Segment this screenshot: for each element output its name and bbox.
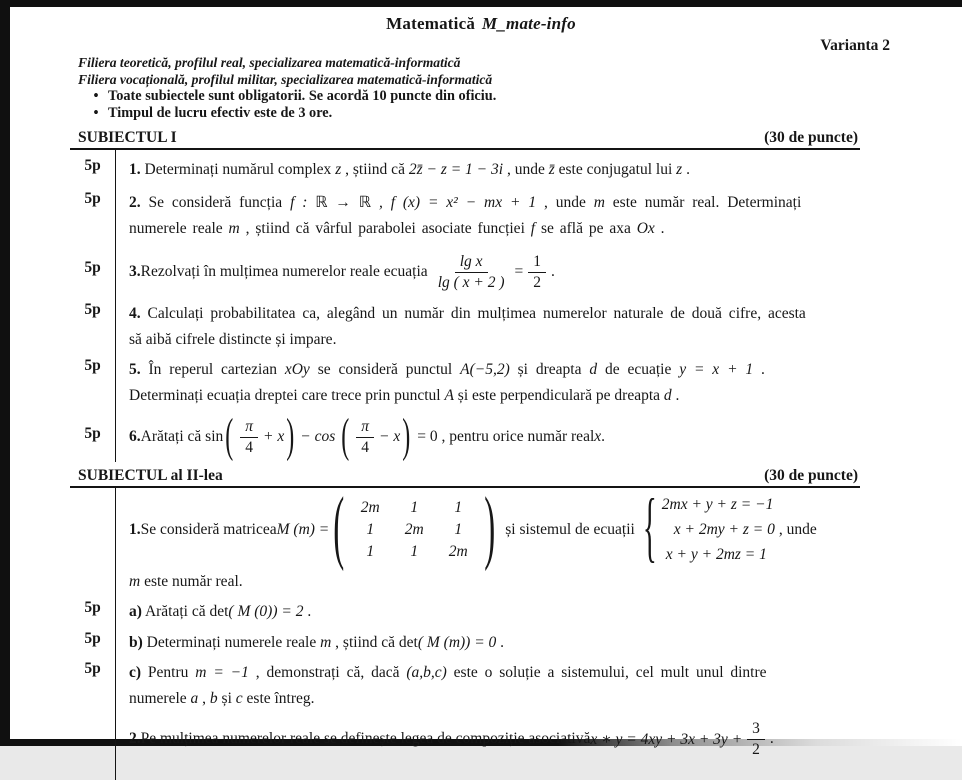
section-1-title: SUBIECTUL I: [78, 129, 177, 146]
problem-number: 3.: [129, 263, 141, 280]
math-expression: M (m) =: [276, 520, 330, 538]
problem-text: de ecuație: [597, 361, 680, 378]
math-expression: a: [190, 690, 199, 707]
fraction-denominator: 2: [533, 273, 542, 291]
fraction-denominator: 4: [245, 438, 254, 456]
problem-text: .: [303, 603, 312, 620]
problem-row-3: [70, 244, 892, 300]
filiera-line-2: Filiera vocațională, profilul militar, specializarea matematică-informatică: [78, 71, 493, 87]
section-2-heading: [70, 467, 860, 488]
matrix-cell: 2m: [448, 542, 468, 560]
math-expression: x ∗ y = 4xy + 3x + 3y +: [590, 730, 743, 748]
exam-title: [70, 14, 892, 34]
problem-text: , demonstrați că, dacă: [248, 664, 407, 681]
problem-3-body: [115, 244, 892, 300]
math-expression: ( M (0)) = 2: [228, 603, 304, 620]
subproblem-letter: c): [129, 664, 142, 681]
problem-text: se consideră punctul: [309, 361, 461, 378]
problem-text: se află pe axa: [535, 220, 637, 237]
math-expression: x: [594, 428, 602, 445]
math-expression: f : ℝ → ℝ , f (x) = x² − mx + 1: [290, 194, 537, 211]
problem-II-1a-body: [115, 595, 892, 627]
matrix-paren-close: ): [484, 483, 496, 574]
math-expression: d: [663, 387, 672, 404]
problem-II-1c-body: [115, 658, 892, 714]
points-badge: 5p: [84, 630, 101, 647]
section-1-problems: [70, 150, 892, 462]
points-badge-empty: [70, 714, 115, 780]
problem-text: este conjugatul lui: [554, 161, 677, 178]
fraction-numerator: lg x: [455, 253, 488, 273]
points-badge-empty: [70, 488, 115, 595]
bullet-dot-icon: [84, 88, 108, 105]
problem-row-5: [70, 354, 892, 412]
problem-text: .: [682, 161, 690, 178]
bullet-item-2: [84, 105, 892, 122]
section-2-points: (30 de puncte): [764, 467, 858, 484]
math-expression: z̄: [548, 161, 555, 178]
math-expression: (a,b,c): [406, 664, 447, 681]
math-expression: A: [444, 387, 454, 404]
math-expression: − cos: [300, 428, 336, 445]
math-expression: z: [676, 161, 683, 178]
math-expression: 2z̄ − z = 1 − 3i: [408, 161, 504, 178]
fraction-numerator: 1: [528, 253, 546, 273]
points-badge: 5p: [84, 157, 101, 174]
matrix-cell: 1: [454, 498, 463, 516]
problem-number: 6.: [129, 428, 141, 445]
problem-text: Pe mulțimea numerelor reale se definește legea de compoziție asociativă: [140, 730, 591, 747]
matrix-cell: 1: [454, 520, 463, 538]
problem-5-body: [115, 354, 892, 412]
problem-6-body: [115, 412, 892, 462]
problem-text: este număr real.: [140, 573, 243, 590]
matrix-cell: 1: [366, 520, 375, 538]
document-content: [70, 7, 892, 780]
math-expression: ( M (m)) = 0: [417, 634, 497, 651]
math-expression: m: [593, 194, 605, 211]
matrix-cell: 2m: [404, 520, 424, 538]
problem-II-1b-body: [115, 627, 892, 658]
problem-text: Determinați numerele reale: [142, 634, 321, 651]
problem-text: și dreapta: [509, 361, 590, 378]
scan-border-top: [0, 0, 962, 7]
math-expression: f: [530, 220, 536, 237]
system-brace: {: [642, 484, 657, 572]
problem-row-II-1a: [70, 595, 892, 627]
problem-number: 2.: [129, 730, 141, 747]
problem-text: este număr real. Determinați: [604, 194, 802, 211]
problem-text: Arătați că det: [141, 603, 229, 620]
fraction: [528, 253, 546, 292]
problem-number: 4.: [129, 305, 141, 322]
problem-text: este o soluție a sistemului, cel mult unul dintre: [446, 664, 767, 681]
fraction-numerator: 3: [747, 720, 765, 740]
math-expression: Ox: [636, 220, 655, 237]
bullet-text-1: Toate subiectele sunt obligatorii. Se acordă 10 puncte din oficiu.: [108, 88, 497, 104]
problem-text: Pentru: [141, 664, 196, 681]
problem-text: .: [671, 387, 680, 404]
problem-text: .: [769, 730, 774, 747]
problem-text: Arătați că sin: [140, 428, 224, 445]
system-equation: x + 2my + z = 0: [673, 521, 775, 538]
big-paren-close: ): [286, 411, 295, 463]
matrix-cell: 2m: [360, 498, 380, 516]
equation-system: [642, 484, 775, 572]
problem-text: Determinați numărul complex: [140, 161, 336, 178]
problem-text: În reperul cartezian: [140, 361, 285, 378]
fraction-denominator: 4: [361, 438, 369, 456]
points-badge: 5p: [84, 190, 101, 207]
problem-text: , știind că: [341, 161, 409, 178]
matrix-cell: 1: [410, 498, 419, 516]
problem-row-4: [70, 300, 892, 354]
variant-label: Varianta 2: [820, 37, 890, 54]
section-1-heading: [70, 129, 860, 150]
big-paren-open: (: [341, 411, 350, 463]
scan-border-left: [0, 0, 10, 746]
problem-row-II-1c: [70, 658, 892, 714]
problem-row-1: [70, 150, 892, 188]
problem-text: , unde: [778, 520, 817, 538]
equals-sign: =: [514, 263, 524, 280]
big-paren-close: ): [402, 411, 411, 463]
section-2-problems: [70, 483, 892, 780]
problem-text: Se consideră funcția: [140, 194, 291, 211]
problem-text: Calculați probabilitatea ca, alegând un număr din mulțimea numerelor naturale de două cifre, acesta: [140, 305, 806, 322]
problem-text: Determinați ecuația dreptei care trece prin punctul: [129, 387, 445, 404]
points-badge: 5p: [84, 599, 101, 616]
problem-text: , unde: [536, 194, 594, 211]
problem-number: 1.: [129, 520, 141, 538]
exam-title-code: M_mate-info: [482, 14, 576, 33]
problem-text: .: [654, 220, 665, 237]
exam-title-main: Matematică: [386, 14, 476, 33]
math-expression: d: [589, 361, 598, 378]
points-badge: 5p: [84, 660, 101, 677]
math-expression: m: [228, 220, 240, 237]
problem-text: numerele: [129, 690, 191, 707]
problem-number: 5.: [129, 361, 141, 378]
math-expression: + x: [263, 428, 285, 445]
math-expression: − x: [379, 428, 401, 445]
fraction-numerator: π: [240, 418, 258, 438]
problem-text: , unde: [503, 161, 549, 178]
problem-row-II-2: [70, 714, 892, 780]
problem-text: și este perpendiculară pe dreapta: [453, 387, 664, 404]
fraction-denominator: lg ( x + 2 ): [437, 273, 505, 291]
points-badge: 5p: [84, 301, 101, 318]
math-expression: m: [320, 634, 332, 651]
fraction: [240, 418, 258, 457]
problem-text: să aibă cifrele distincte și impare.: [129, 331, 337, 348]
problem-text: Rezolvați în mulțimea numerelor reale ecuația: [140, 263, 428, 280]
bullet-item-1: [84, 88, 892, 105]
problem-text: .: [551, 263, 555, 280]
problem-text: , știind că vârful parabolei asociate funcției: [239, 220, 531, 237]
problem-text: și: [217, 690, 236, 707]
points-badge: 5p: [84, 357, 101, 374]
subproblem-letter: b): [129, 634, 143, 651]
math-expression: y = x + 1: [679, 361, 754, 378]
problem-II-2-body: [115, 714, 892, 780]
problem-text: .: [753, 361, 765, 378]
math-expression: b: [209, 690, 218, 707]
problem-II-1-body: [115, 483, 892, 595]
problem-text: Se consideră matricea: [140, 520, 277, 538]
fraction-numerator: π: [356, 418, 374, 438]
math-expression: c: [235, 690, 243, 707]
points-badge: 5p: [84, 425, 101, 442]
section-2-title: SUBIECTUL al II-lea: [78, 467, 223, 484]
bullet-dot-icon: [84, 105, 108, 122]
problem-text: numerele reale: [129, 220, 229, 237]
problem-2-body: [115, 188, 892, 244]
matrix-cell: 1: [410, 542, 419, 560]
big-paren-open: (: [225, 411, 234, 463]
section-1-points: (30 de puncte): [764, 129, 858, 146]
problem-text: .: [496, 634, 505, 651]
math-expression: A(−5,2): [460, 361, 510, 378]
points-badge: 5p: [84, 259, 101, 276]
math-expression: m: [129, 573, 141, 590]
problem-text: este întreg.: [242, 690, 315, 707]
problem-text: = 0 , pentru orice număr real: [417, 428, 595, 445]
matrix-paren-open: (: [333, 483, 345, 574]
problem-number: 1.: [129, 161, 141, 178]
fraction: [433, 253, 510, 292]
problem-row-II-1: [70, 483, 892, 595]
matrix: [348, 499, 480, 561]
problem-text: ,: [198, 690, 210, 707]
problem-text: .: [601, 428, 606, 445]
fraction-denominator: 2: [752, 740, 760, 758]
bullet-text-2: Timpul de lucru efectiv este de 3 ore.: [108, 105, 333, 121]
problem-row-2: [70, 188, 892, 244]
fraction: [747, 720, 765, 759]
system-equation: 2mx + y + z = −1: [661, 496, 774, 513]
matrix-cell: 1: [366, 542, 375, 560]
math-expression: z: [335, 161, 342, 178]
problem-4-body: [115, 300, 892, 354]
math-expression: xOy: [284, 361, 310, 378]
system-equation: x + y + 2mz = 1: [665, 546, 767, 563]
filiera-line-1: Filiera teoretică, profilul real, specializarea matematică-informatică: [78, 55, 461, 70]
problem-text: , știind că det: [331, 634, 418, 651]
subproblem-letter: a): [129, 603, 142, 620]
problem-text: și sistemul de ecuații: [505, 520, 635, 538]
problem-row-6: [70, 412, 892, 462]
problem-row-II-1b: [70, 627, 892, 658]
fraction: [356, 418, 374, 457]
problem-1-body: [115, 150, 892, 188]
math-expression: m = −1: [195, 664, 249, 681]
problem-number: 2.: [129, 194, 141, 211]
